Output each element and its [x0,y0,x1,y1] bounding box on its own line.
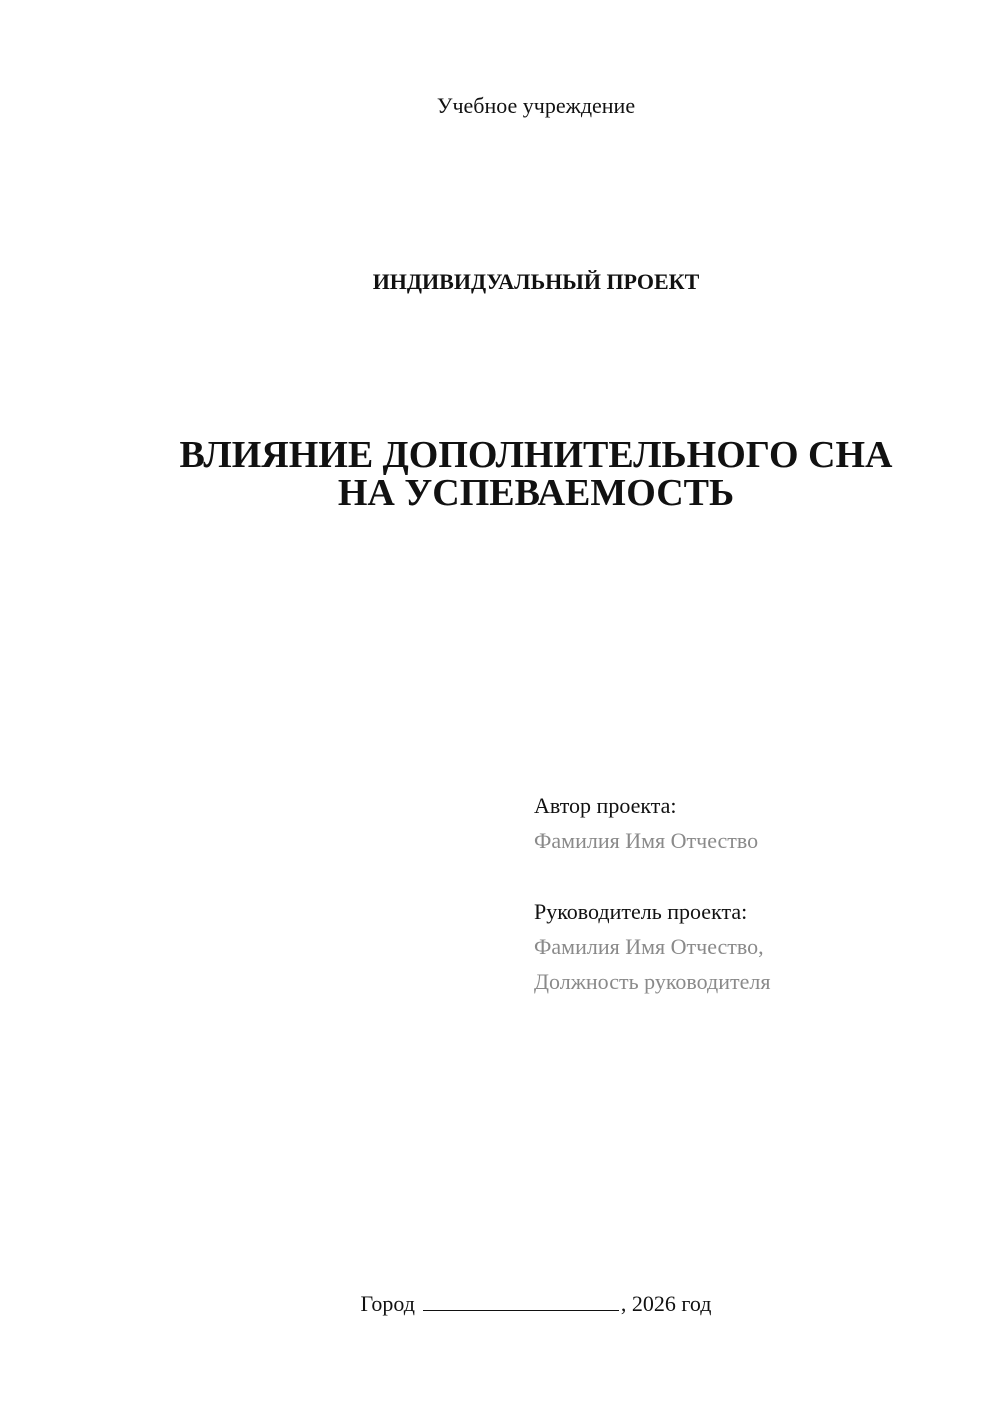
credits-block [534,788,770,999]
project-title-line-1: ВЛИЯНИЕ ДОПОЛНИТЕЛЬНОГО СНА [179,434,893,476]
supervisor-name: Фамилия Имя Отчество, [534,934,764,959]
project-title-line-2: НА УСПЕВАЕМОСТЬ [337,472,735,514]
author-name: Фамилия Имя Отчество [534,828,759,853]
document-type: ИНДИВИДУАЛЬНЫЙ ПРОЕКТ [372,269,700,294]
footer-city-year [0,1290,1000,1318]
supervisor-position: Должность руководителя [534,969,771,994]
city-label: Город [360,1291,415,1316]
city-blank-line [423,1290,619,1311]
author-label: Автор проекта: [534,793,677,818]
credits-spacer [534,858,770,894]
supervisor-label: Руководитель проекта: [534,899,748,924]
project-title [0,436,1000,512]
institution-name: Учебное учреждение [436,93,636,118]
year-text: , 2026 год [620,1291,712,1316]
